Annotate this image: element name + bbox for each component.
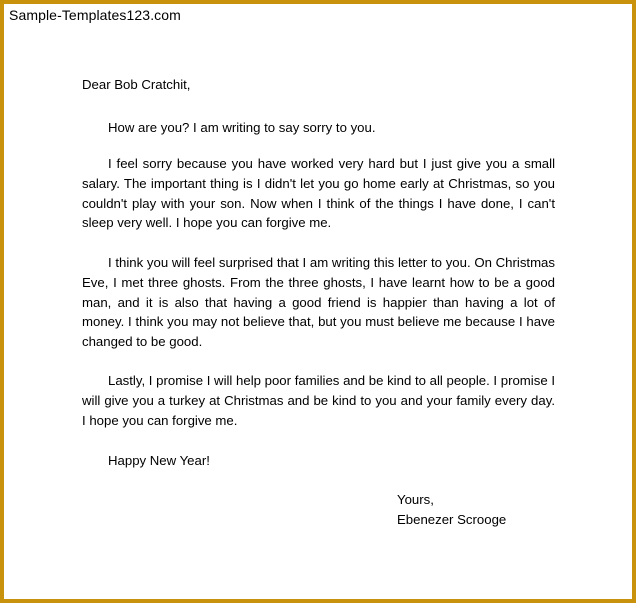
closing: Yours, [397,492,434,507]
signature: Ebenezer Scrooge [397,512,507,527]
paragraph-promise: Lastly, I promise I will help poor families and be kind to all people. I promise I will give you a turkey at Christmas and be kind to you and your family every day. I hope you can forgive me. [82,373,555,428]
paragraph-greeting: How are you? I am writing to say sorry to you. [108,120,376,135]
closing-block [397,490,506,530]
paragraph-apology: I feel sorry because you have worked very hard but I just give you a small salary. The important thing is I didn't let you go home early at Christmas, so you couldn't play with your son. Now when I think of the things I have done, I can't sleep very well. I hope you can forgive me. [82,156,555,231]
paragraph-wishes: Happy New Year! [108,453,210,468]
salutation: Dear Bob Cratchit, [82,77,191,92]
watermark: Sample-Templates123.com [9,7,181,23]
paragraph-ghosts: I think you will feel surprised that I am writing this letter to you. On Christmas Eve, I met three ghosts. From the three ghosts, I have learnt how to be a good man, and it is also that having a good friend is happier than having a lot of money. I think you may not believe that, but you must believe me because I have changed to be good. [82,255,555,350]
